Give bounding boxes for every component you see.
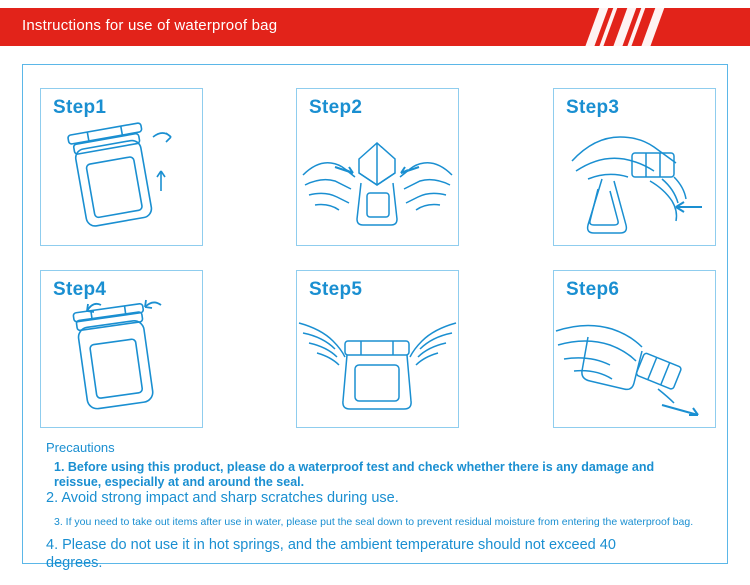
step-illustration-1 bbox=[41, 115, 202, 245]
step-cell-1 bbox=[40, 88, 203, 246]
precaution-item-2: 2. Avoid strong impact and sharp scratches during use. bbox=[46, 490, 399, 506]
step-label-4: Step4 bbox=[53, 279, 107, 300]
steps-grid bbox=[40, 88, 710, 428]
precautions-title: Precautions bbox=[46, 440, 115, 455]
step-illustration-3 bbox=[554, 115, 715, 245]
step-label-5: Step5 bbox=[309, 279, 363, 300]
step-illustration-6 bbox=[554, 297, 715, 427]
step-cell-5 bbox=[296, 270, 459, 428]
precaution-item-4: 4. Please do not use it in hot springs, and the ambient temperature should not exceed 40 degrees. bbox=[46, 537, 616, 571]
step-label-6: Step6 bbox=[566, 279, 620, 300]
step-label-1: Step1 bbox=[53, 97, 107, 118]
step-cell-6 bbox=[553, 270, 716, 428]
step-cell-3 bbox=[553, 88, 716, 246]
step-cell-4 bbox=[40, 270, 203, 428]
precaution-item-3: 3. If you need to take out items after use in water, please put the seal down to prevent residual moisture from entering the waterproof bag. bbox=[54, 516, 694, 528]
step-illustration-4 bbox=[41, 297, 202, 427]
step-illustration-2 bbox=[297, 115, 458, 245]
step-label-3: Step3 bbox=[566, 97, 620, 118]
precautions-section bbox=[46, 440, 706, 571]
page-title: Instructions for use of waterproof bag bbox=[22, 17, 278, 34]
header-bar bbox=[0, 8, 750, 46]
step-cell-2 bbox=[296, 88, 459, 246]
step-label-2: Step2 bbox=[309, 97, 363, 118]
precaution-item-1: 1. Before using this product, please do a waterproof test and check whether there is any damage and reissue, especially at and around the seal. bbox=[54, 460, 655, 489]
decorative-slashes bbox=[290, 8, 750, 46]
step-illustration-5 bbox=[297, 297, 458, 427]
